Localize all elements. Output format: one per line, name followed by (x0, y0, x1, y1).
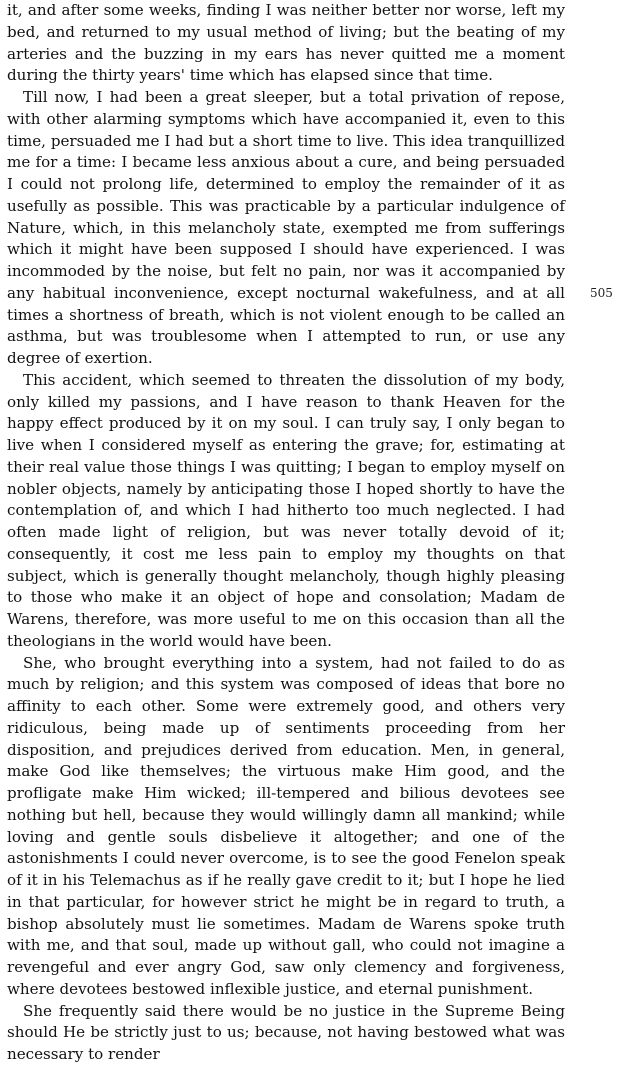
book-page (7, 0, 565, 1066)
paragraph-2: Till now, I had been a great sleeper, but a total privation of repose, with other alarming symptoms which have accompanied it, even to this time, persuaded me I had but a short time to live. This idea tranquillized me for a time: I became less anxious about a cure, and being persuaded I could not prolong life, determined to employ the remainder of it as usefully as possible. This was practicable by a particular indulgence of Nature, which, in this melancholy state, exempted me from sufferings which it might have been supposed I should have experienced. I was incommoded by the noise, but felt no pain, nor was it accompanied by any habitual inconvenience, except nocturnal wakefulness, and at all times a shortness of breath, which is not violent enough to be called an asthma, but was troublesome when I attempted to run, or use any degree of exertion. (7, 88, 565, 367)
paragraph-4: She, who brought everything into a system, had not failed to do as much by religion; and this system was composed of ideas that bore no affinity to each other. Some were extremely good, and others very ridiculous, being made up of sentiments proceeding from her disposition, and prejudices derived from education. Men, in general, make God like themselves; the virtuous make Him good, and the profligate make Him wicked; ill-tempered and bilious devotees see nothing but hell, because they would willingly damn all mankind; while loving and gentle souls disbelieve it altogether; and one of the astonishments I could never overcome, is to see the good Fenelon speak of it in his Telemachus as if he really gave credit to it; but I hope he lied in that particular, for however strict he might be in regard to truth, a bishop absolutely must lie sometimes. Madam de Warens spoke truth with me, and that soul, made up without gall, who could not imagine a revengeful and ever angry God, saw only clemency and forgiveness, where devotees bestowed inflexible justice, and eternal punishment. (7, 653, 565, 998)
margin-page-number: 505 (590, 286, 613, 300)
paragraph-3: This accident, which seemed to threaten the dissolution of my body, only killed my passions, and I have reason to thank Heaven for the happy effect produced by it on my soul. I can truly say, I only began to live when I considered myself as entering the grave; for, estimating at their real value those things I was quitting; I began to employ myself on nobler objects, namely by anticipating those I hoped shortly to have the contemplation of, and which I had hitherto too much neglected. I had often made light of religion, but was never totally devoid of it; consequently, it cost me less pain to employ my thoughts on that subject, which is generally thought melancholy, though highly pleasing to those who make it an object of hope and consolation; Madam de Warens, therefore, was more useful to me on this occasion than all the theologians in the world would have been. (7, 370, 565, 650)
paragraph-1: it, and after some weeks, finding I was neither better nor worse, left my bed, and returned to my usual method of living; but the beating of my arteries and the buzzing in my ears has never quitted me a moment during the thirty years' time which has elapsed since that time. (7, 1, 565, 85)
paragraph-5: She frequently said there would be no justice in the Supreme Being should He be strictly just to us; because, not having bestowed what was necessary to render (7, 1001, 565, 1063)
